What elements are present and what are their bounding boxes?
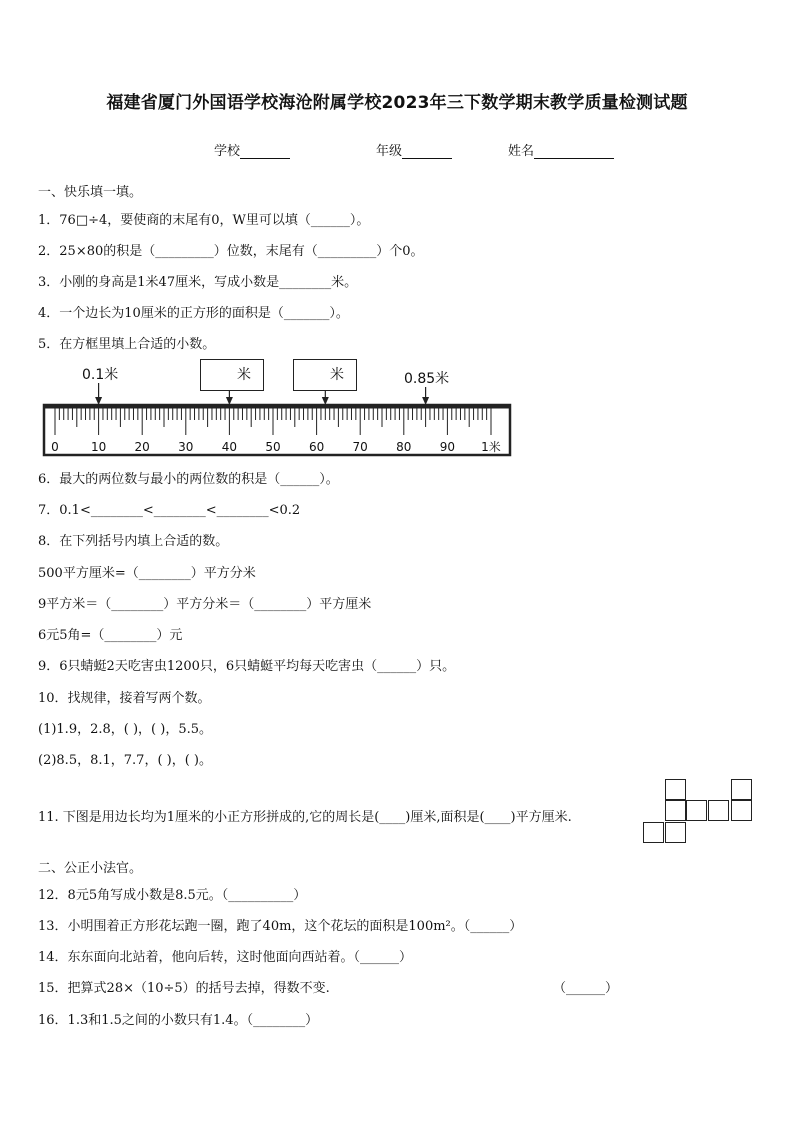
section1-heading: 一、快乐填一填。 bbox=[38, 185, 143, 200]
box-unit-2: 米 bbox=[330, 367, 344, 383]
question-2: 2．25×80的积是（_________）位数，末尾有（_________）个0。 bbox=[38, 244, 424, 259]
name-label: 姓名 bbox=[508, 144, 535, 159]
page-title: 福建省厦门外国语学校海沧附属学校2023年三下数学期末教学质量检测试题 bbox=[106, 93, 688, 113]
question-10-2: (2)8.5，8.1，7.7，( )，( )。 bbox=[38, 753, 212, 768]
question-9: 9．6只蜻蜓2天吃害虫1200只，6只蜻蜓平均每天吃害虫（______）只。 bbox=[38, 659, 456, 674]
square bbox=[708, 800, 729, 821]
question-10: 10．找规律，接着写两个数。 bbox=[38, 691, 211, 706]
question-4: 4．一个边长为10厘米的正方形的面积是（_______）。 bbox=[38, 306, 349, 321]
ruler-tick-label: 30 bbox=[178, 440, 194, 454]
ruler-tick-label: 70 bbox=[352, 440, 368, 454]
question-15: 15．把算式28×（10÷5）的括号去掉，得数不变. bbox=[38, 981, 330, 996]
square bbox=[643, 822, 664, 843]
square bbox=[686, 800, 707, 821]
question-12: 12．8元5角写成小数是8.5元。（__________） bbox=[38, 888, 307, 903]
square bbox=[665, 800, 686, 821]
ruler-figure bbox=[0, 0, 794, 470]
ruler-tick-label: 20 bbox=[134, 440, 150, 454]
question-7: 7．0.1<________<________<________<0.2 bbox=[38, 503, 301, 518]
ruler-tick-label: 0 bbox=[51, 440, 59, 454]
question-13: 13．小明围着正方形花坛跑一圈，跑了40m，这个花坛的面积是100m²。（______） bbox=[38, 919, 523, 934]
question-8: 8．在下列括号内填上合适的数。 bbox=[38, 534, 229, 549]
school-label: 学校 bbox=[214, 144, 241, 159]
ruler-tick-label: 40 bbox=[221, 440, 238, 454]
ruler-tick-label: 10 bbox=[90, 440, 107, 454]
question-3: 3．小刚的身高是1米47厘米，写成小数是________米。 bbox=[38, 275, 358, 290]
question-14: 14．东东面向北站着，他向后转，这时他面向西站着。（______） bbox=[38, 950, 413, 965]
question-11: 11. 下图是用边长均为1厘米的小正方形拼成的,它的周长是(____)厘米,面积是(____)平方厘米. bbox=[38, 810, 572, 825]
question-15-blank[interactable]: （______） bbox=[553, 981, 619, 996]
ruler-right-label: 0.85米 bbox=[404, 371, 450, 387]
ruler-tick-label: 50 bbox=[265, 440, 281, 454]
ruler-tick-label: 80 bbox=[396, 440, 412, 454]
question-8a: 500平方厘米=（________）平方分米 bbox=[38, 566, 256, 581]
square bbox=[665, 822, 686, 843]
question-16: 16．1.3和1.5之间的小数只有1.4。（________） bbox=[38, 1013, 319, 1028]
question-1: 1．76□÷4，要使商的末尾有0，W里可以填（______）。 bbox=[38, 213, 370, 228]
question-5: 5．在方框里填上合适的小数。 bbox=[38, 337, 216, 352]
section2-heading: 二、公正小法官。 bbox=[38, 861, 143, 876]
box-unit-1: 米 bbox=[237, 367, 251, 383]
square bbox=[665, 779, 686, 800]
ruler-tick-label: 90 bbox=[439, 440, 456, 454]
question-8c: 6元5角=（________）元 bbox=[38, 628, 183, 643]
question-8b: 9平方米＝（________）平方分米＝（________）平方厘米 bbox=[38, 597, 372, 612]
ruler-tick-label: 60 bbox=[308, 440, 325, 454]
ruler-left-label: 0.1米 bbox=[82, 367, 119, 383]
ruler-tick-label: 1米 bbox=[481, 440, 501, 454]
square bbox=[731, 800, 752, 821]
question-10-1: (1)1.9，2.8，( )，( )，5.5。 bbox=[38, 722, 212, 737]
grade-label: 年级 bbox=[376, 144, 403, 159]
square bbox=[731, 779, 752, 800]
question-6: 6．最大的两位数与最小的两位数的积是（______）。 bbox=[38, 472, 339, 487]
